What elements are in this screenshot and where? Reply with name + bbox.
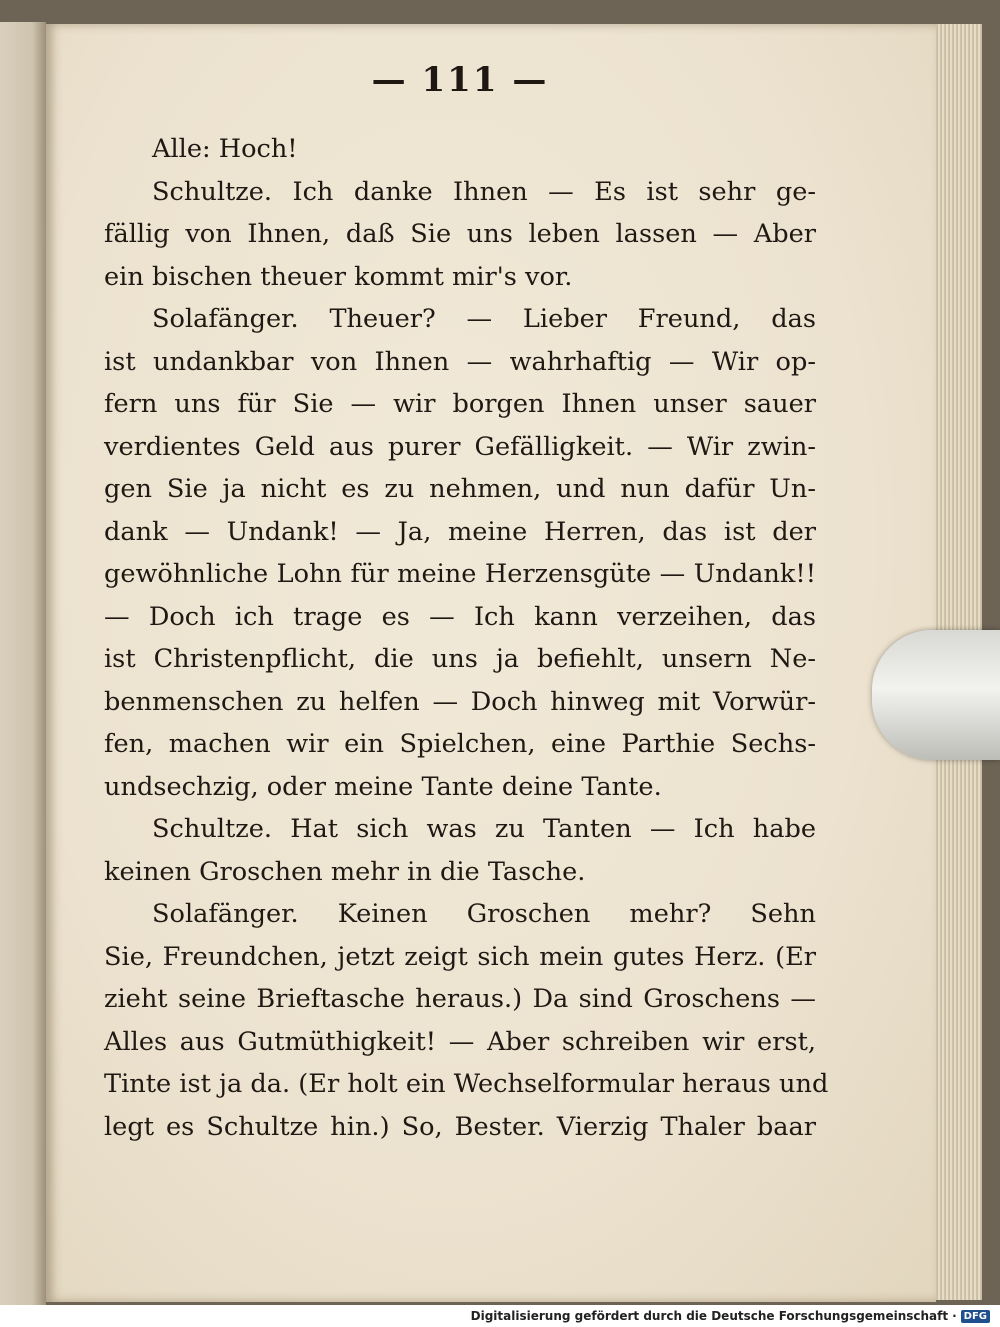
text-line: keinen Groschen mehr in die Tasche. — [104, 856, 586, 887]
text-line: — Doch ich trage es — Ich kann verzeihen, das — [104, 601, 816, 632]
page-text — [104, 128, 829, 1148]
previous-page-edge — [0, 22, 46, 1305]
text-line: gen Sie ja nicht es zu nehmen, und nun dafür Un- — [104, 474, 816, 504]
text-line: Tinte ist ja da. (Er holt ein Wechselformular heraus und — [104, 1069, 829, 1099]
text-line: ist undankbar von Ihnen — wahrhaftig — Wir op- — [104, 346, 816, 377]
footer — [471, 1309, 990, 1323]
footer-separator: · — [952, 1309, 957, 1323]
text-line: Sie, Freundchen, jetzt zeigt sich mein gutes Herz. (Er — [104, 941, 816, 972]
text-line: fern uns für Sie — wir borgen Ihnen unser sauer — [104, 389, 816, 419]
text-line: legt es Schultze hin.) So, Bester. Vierzig Thaler baar — [104, 1111, 816, 1142]
text-line: Solafänger. Theuer? — Lieber Freund, das — [152, 304, 816, 334]
dfg-logo: DFG — [961, 1310, 990, 1323]
text-line: ein bischen theuer kommt mir's vor. — [104, 261, 573, 292]
text-line: Schultze. Hat sich was zu Tanten — Ich habe — [152, 814, 816, 844]
text-line: verdientes Geld aus purer Gefälligkeit. — Wir zwin- — [104, 431, 816, 462]
text-line: Alle: Hoch! — [152, 134, 298, 164]
text-line: benmenschen zu helfen — Doch hinweg mit Vorwür- — [104, 686, 816, 717]
page-number: — 111 — — [371, 60, 549, 100]
text-line: zieht seine Brieftasche heraus.) Da sind Groschens — — [104, 984, 816, 1014]
footer-credit: Digitalisierung gefördert durch die Deutsche Forschungsgemeinschaft — [470, 1309, 949, 1323]
text-line: undsechzig, oder meine Tante deine Tante. — [104, 771, 662, 802]
text-line: fen, machen wir ein Spielchen, eine Parthie Sechs- — [104, 729, 816, 759]
text-line: Alles aus Gutmüthigkeit! — Aber schreiben wir erst, — [104, 1026, 816, 1057]
text-line: Solafänger. Keinen Groschen mehr? Sehn — [152, 899, 816, 929]
text-line: dank — Undank! — Ja, meine Herren, das ist der — [104, 516, 816, 547]
page-clip — [872, 630, 1000, 760]
text-line: Schultze. Ich danke Ihnen — Es ist sehr ge- — [152, 176, 816, 207]
text-line: ist Christenpflicht, die uns ja befiehlt, unsern Ne- — [104, 644, 816, 674]
text-line: gewöhnliche Lohn für meine Herzensgüte — Undank!! — [104, 559, 816, 589]
text-line: fällig von Ihnen, daß Sie uns leben lassen — Aber — [104, 219, 816, 249]
